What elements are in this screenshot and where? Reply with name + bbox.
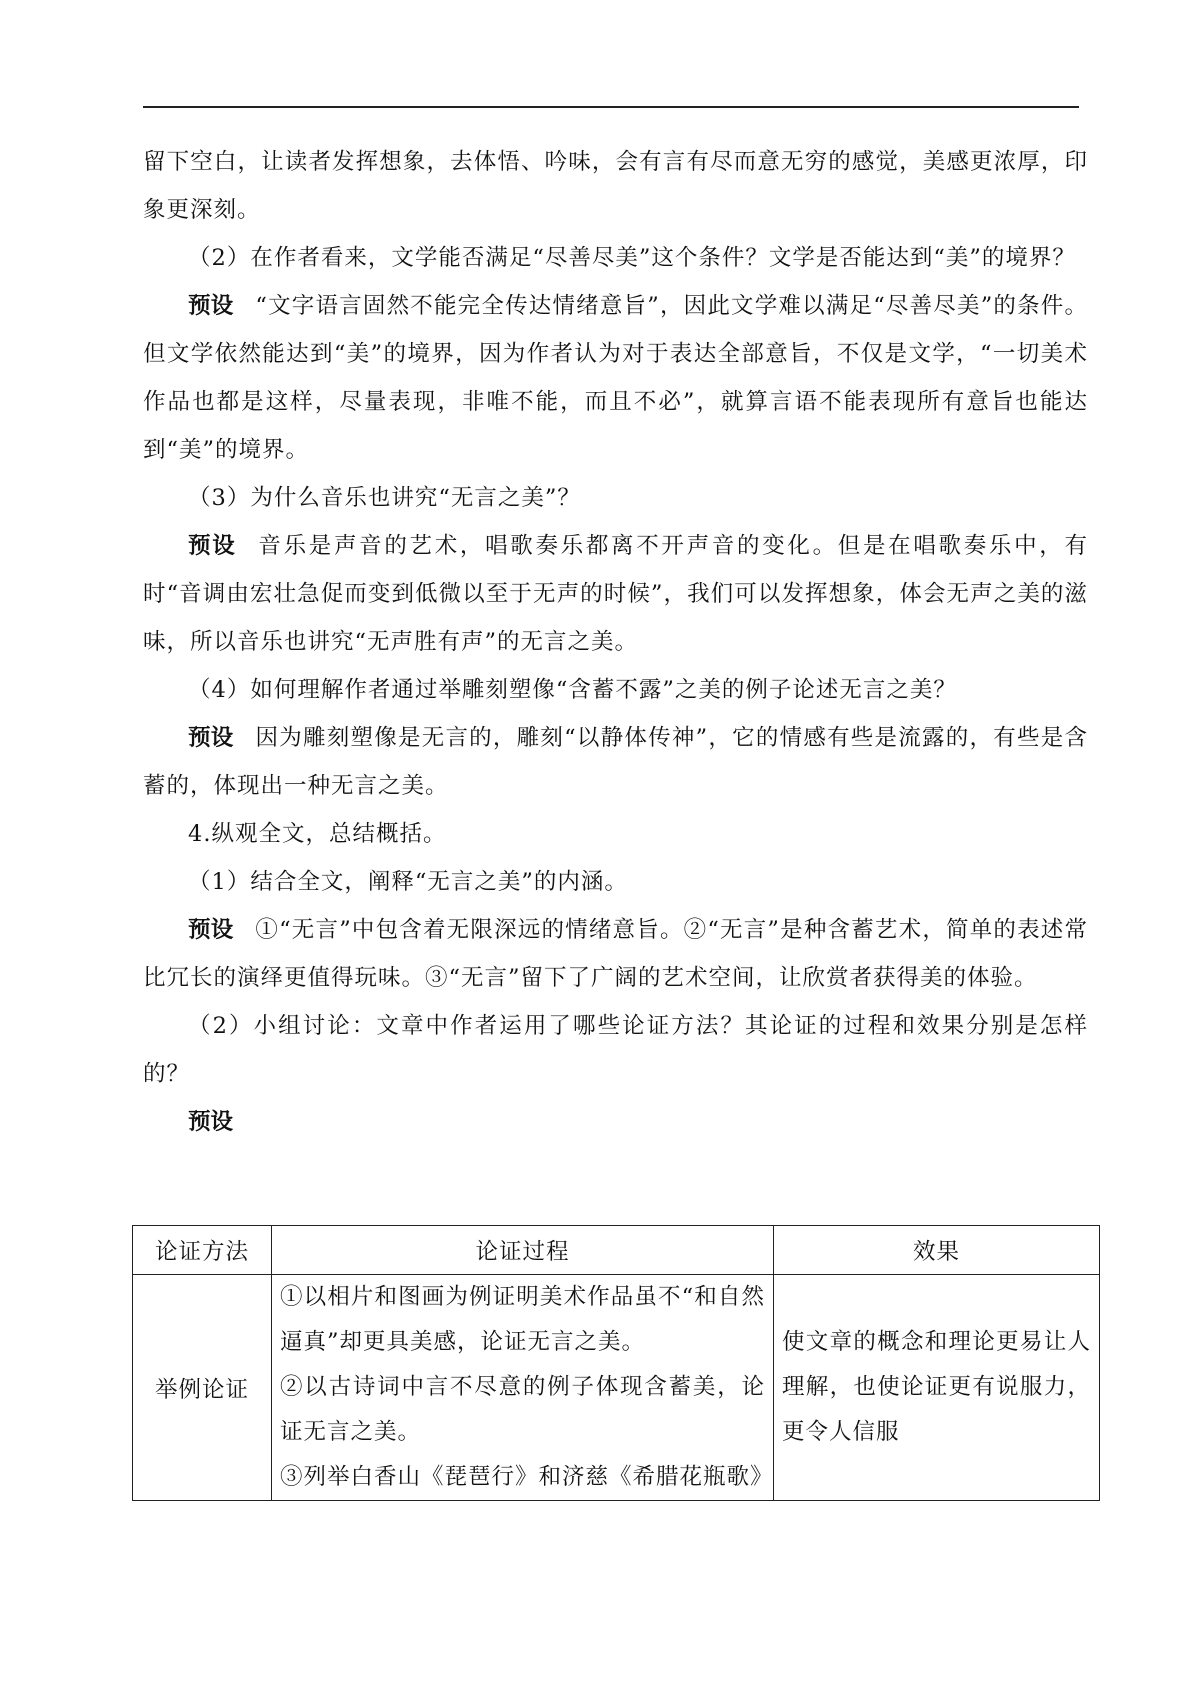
table-row [133, 1275, 1100, 1501]
answer-4 [143, 714, 1088, 810]
answer-4-1 [143, 906, 1088, 1002]
paragraph-text: （1）结合全文，阐释“无言之美”的内涵。 [188, 869, 628, 895]
preset-label: 预设 [188, 293, 234, 319]
effect-cell: 使文章的概念和理论更易让人理解，也使论证更有说服力，更令人信服 [774, 1275, 1100, 1501]
argument-method-table [132, 1225, 1100, 1501]
paragraph-text: 留下空白，让读者发挥想象，去体悟、吟味，会有言有尽而意无穷的感觉，美感更浓厚，印象更深刻。 [143, 149, 1088, 223]
question-4-2 [143, 1002, 1088, 1098]
question-4 [143, 666, 1088, 714]
answer-2 [143, 282, 1088, 474]
process-item: ②以古诗词中言不尽意的例子体现含蓄美，论证无言之美。 [280, 1374, 765, 1445]
preset-label: 预设 [188, 725, 234, 751]
paragraph-text: （3）为什么音乐也讲究“无言之美”？ [188, 485, 581, 511]
answer-3 [143, 522, 1088, 666]
process-item: ①以相片和图画为例证明美术作品虽不“和自然逼真”却更具美感，论证无言之美。 [280, 1284, 765, 1355]
preset-label: 预设 [188, 533, 237, 559]
section-heading-4 [143, 810, 1088, 858]
paragraph-text: （2）在作者看来，文学能否满足“尽善尽美”这个条件？文学是否能达到“美”的境界？ [188, 245, 1076, 271]
process-cell [272, 1275, 774, 1501]
method-cell: 举例论证 [133, 1275, 272, 1501]
header-rule [143, 106, 1079, 108]
table-header-row [133, 1226, 1100, 1275]
paragraph-text: ①“无言”中包含着无限深远的情绪意旨。②“无言”是种含蓄艺术，简单的表述常比冗长的演绎更值得玩味。③“无言”留下了广阔的艺术空间，让欣赏者获得美的体验。 [143, 917, 1088, 991]
paragraph-text: 因为雕刻塑像是无言的，雕刻“以静体传神”，它的情感有些是流露的，有些是含蓄的，体现出一种无言之美。 [143, 725, 1088, 799]
question-2 [143, 234, 1088, 282]
question-4-1 [143, 858, 1088, 906]
paragraph-text: 4.纵观全文，总结概括。 [188, 821, 447, 847]
paragraph-text: （4）如何理解作者通过举雕刻塑像“含蓄不露”之美的例子论述无言之美？ [188, 677, 957, 703]
preset-label: 预设 [188, 917, 234, 943]
header-process: 论证过程 [272, 1226, 774, 1275]
process-item: ③列举白香山《琵琶行》和济慈《希腊花瓶歌》 [280, 1464, 774, 1490]
header-effect: 效果 [774, 1226, 1100, 1275]
question-3 [143, 474, 1088, 522]
answer-4-2 [143, 1098, 1088, 1146]
paragraph-text: （2）小组讨论：文章中作者运用了哪些论证方法？其论证的过程和效果分别是怎样的？ [143, 1013, 1088, 1087]
preset-label: 预设 [188, 1109, 234, 1135]
paragraph-text: 音乐是声音的艺术，唱歌奏乐都离不开声音的变化。但是在唱歌奏乐中，有时“音调由宏壮急促而变到低微以至于无声的时候”，我们可以发挥想象，体会无声之美的滋味，所以音乐也讲究“无声胜有声”的无言之美。 [143, 533, 1088, 655]
header-method: 论证方法 [133, 1226, 272, 1275]
paragraph-1 [143, 138, 1088, 234]
document-body [143, 138, 1088, 1146]
paragraph-text: “文字语言固然不能完全传达情绪意旨”，因此文学难以满足“尽善尽美”的条件。但文学依然能达到“美”的境界，因为作者认为对于表达全部意旨，不仅是文学，“一切美术作品也都是这样，尽量表现，非唯不能，而且不必”，就算言语不能表现所有意旨也能达到“美”的境界。 [143, 293, 1088, 463]
